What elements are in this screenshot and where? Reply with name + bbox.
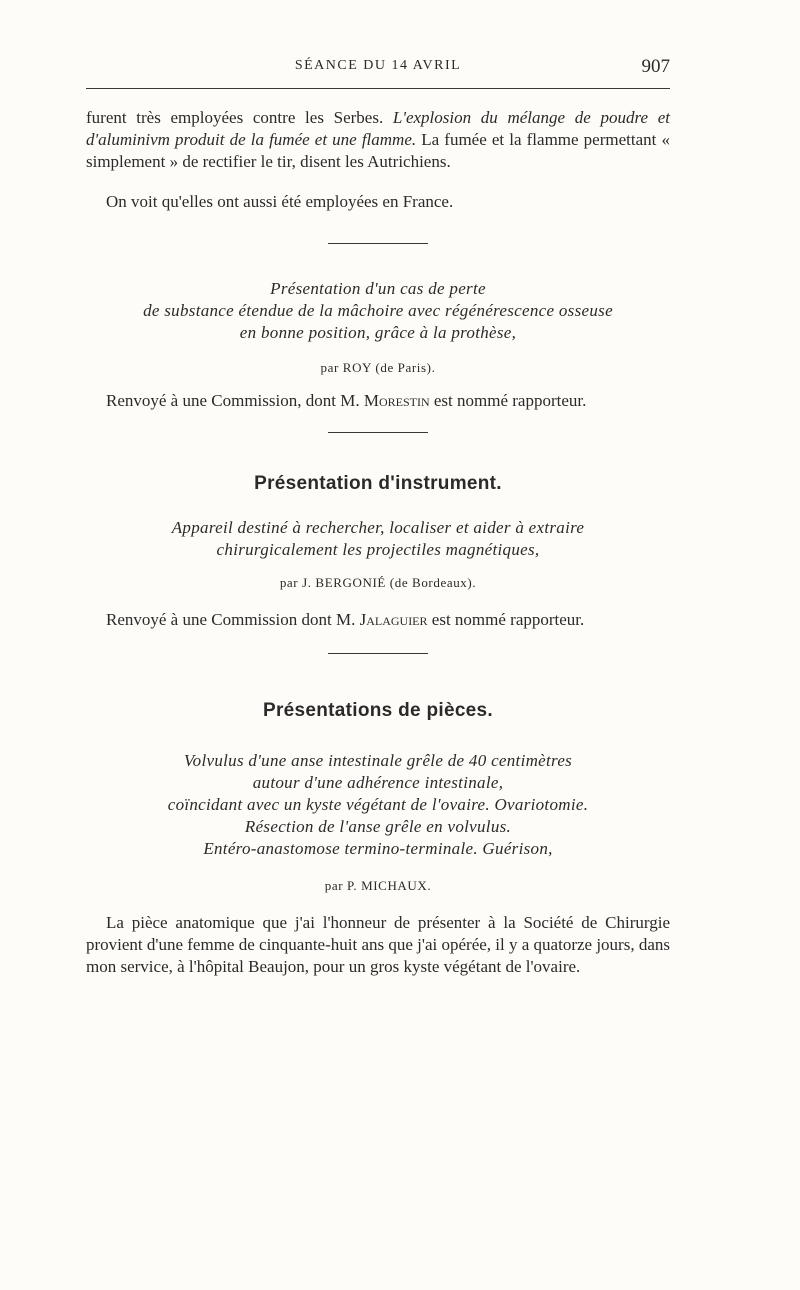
- roy-referral-text: Renvoyé à une Commission, dont M.: [106, 391, 364, 410]
- roy-referral-text-end: est nommé rapporteur.: [429, 391, 587, 410]
- roy-referral: [86, 390, 670, 412]
- page-header: [86, 58, 670, 89]
- instrument-title-line: chirurgicalement les projectiles magnétiques,: [216, 540, 540, 559]
- instrument-title-line: Appareil destiné à rechercher, localiser et aider à extraire: [171, 518, 585, 537]
- page: [86, 58, 670, 978]
- roy-referral-name: Morestin: [363, 391, 430, 410]
- separator-rule: [328, 653, 428, 654]
- paragraph-france: On voit qu'elles ont aussi été employées en France.: [106, 192, 454, 211]
- paragraph-serbes: [86, 107, 670, 173]
- pieces-title-line: coïncidant avec un kyste végétant de l'ovaire. Ovariotomie.: [167, 795, 589, 814]
- roy-title-line: de substance étendue de la mâchoire avec régénérescence osseuse: [143, 301, 613, 320]
- instrument-heading: Présentation d'instrument.: [254, 473, 502, 494]
- pieces-body: La pièce anatomique que j'ai l'honneur de présenter à la Société de Chirurgie provient d'une femme de cinquante-huit ans que j'ai opérée, il y a quatorze jours, dans mon service, à l'hôpital Beaujon, pour un gros kyste végétant de l'ovaire.: [86, 913, 670, 976]
- paragraph-serbes-italic: L'explosion du mélange de poudre et d'aluminivm produit de la fumée et une flamme.: [86, 108, 670, 149]
- instrument-title: [86, 517, 670, 561]
- instrument-referral-name: Jalaguier: [359, 610, 428, 629]
- pieces-title: [86, 750, 670, 860]
- instrument-referral-text: Renvoyé à une Commission dont M.: [106, 610, 360, 629]
- separator-rule: [328, 243, 428, 244]
- instrument-referral: [86, 609, 670, 631]
- pieces-author: par P. MICHAUX.: [324, 878, 432, 893]
- running-title: SÉANCE DU 14 AVRIL: [294, 58, 462, 73]
- pieces-heading: Présentations de pièces.: [262, 700, 493, 721]
- pieces-title-line: Résection de l'anse grêle en volvulus.: [244, 817, 512, 836]
- page-number: 907: [641, 56, 670, 77]
- pieces-title-line: autour d'une adhérence intestinale,: [252, 773, 504, 792]
- roy-title-line: Présentation d'un cas de perte: [270, 279, 486, 298]
- roy-title-line: en bonne position, grâce à la prothèse,: [239, 323, 517, 342]
- instrument-author: par J. BERGONIÉ (de Bordeaux).: [279, 575, 477, 590]
- paragraph-serbes-text: furent très employées contre les Serbes.: [86, 108, 393, 127]
- instrument-referral-text-end: est nommé rapporteur.: [427, 610, 585, 629]
- separator-rule: [328, 432, 428, 433]
- pieces-title-line: Volvulus d'une anse intestinale grêle de 40 centimètres: [183, 751, 573, 770]
- roy-title: [86, 278, 670, 344]
- pieces-title-line: Entéro-anastomose termino-terminale. Guérison,: [203, 839, 553, 858]
- roy-author: par ROY (de Paris).: [320, 360, 436, 375]
- paragraph-serbes-text-end: La fumée et la flamme permettant « simplement » de rectifier le tir, disent les Autrichiens.: [86, 130, 670, 171]
